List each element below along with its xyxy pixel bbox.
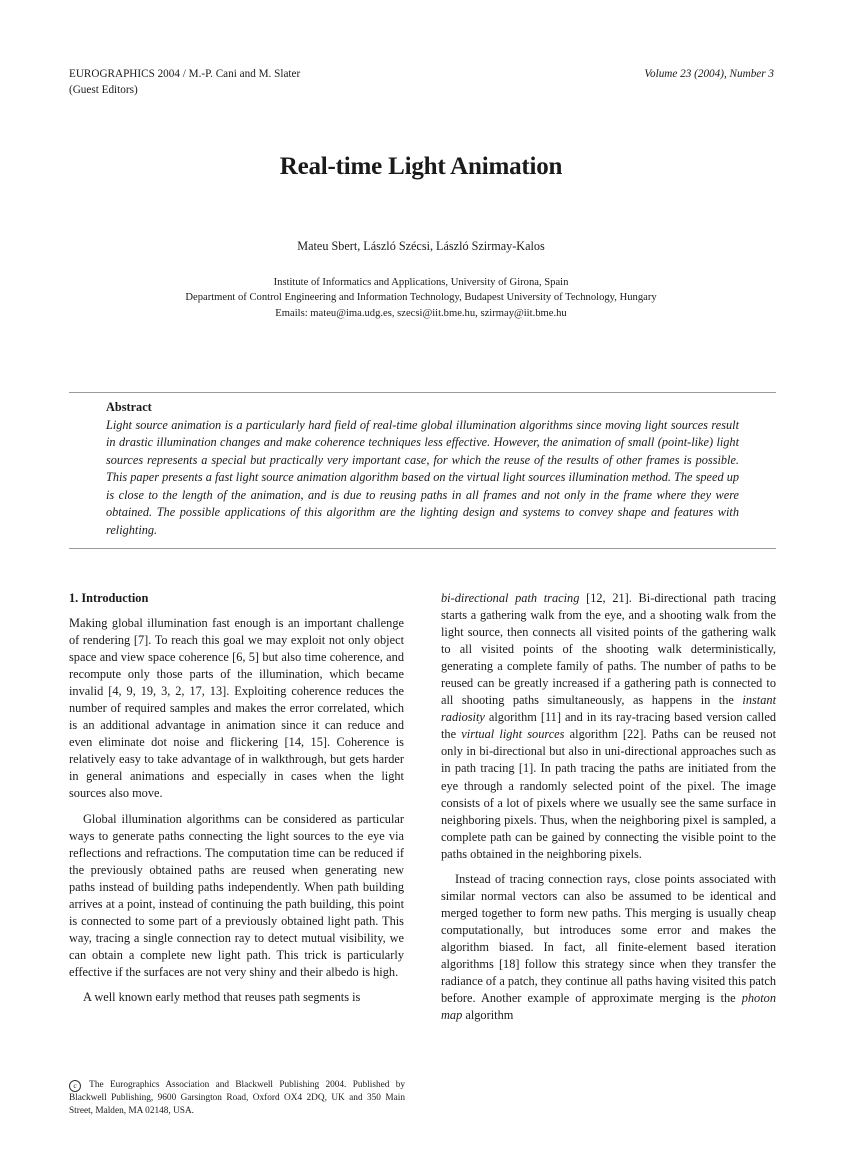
- copyright-footnote: [69, 1079, 405, 1119]
- right-paragraph-1-text-c: algorithm [22]. Paths can be reused not only in bi-directional but also in uni-directional approaches such as in path tracing [1]. In path tracing the paths are initiated from the eye through a randomly selected point of the pixel. The image consists of a lot of pixels where we usually see the same surface in neighboring pixels. Thus, when the neighboring pixel is sampled, a complete path can be gained by connecting the visible point to the paths obtained in the neighboring pixels.: [441, 727, 777, 861]
- intro-paragraph-3: A well known early method that reuses path segments is: [83, 989, 361, 1004]
- term-photon-map: photon map: [441, 991, 776, 1023]
- venue-line: EUROGRAPHICS 2004 / M.-P. Cani and M. Slater: [69, 68, 301, 80]
- copyright-icon: c: [69, 1080, 81, 1092]
- volume-info: Volume 23 (2004), Number 3: [644, 68, 774, 80]
- right-paragraph-2-text-b: algorithm: [462, 1008, 514, 1023]
- term-bidirectional-path-tracing: bi-directional path tracing: [441, 591, 580, 605]
- term-instant-radiosity: instant radiosity: [441, 693, 776, 725]
- abstract-top-rule: [69, 392, 776, 393]
- section-heading-introduction: 1. Introduction: [69, 591, 149, 605]
- author-list: Mateu Sbert, László Szécsi, László Szirmay-Kalos: [297, 239, 545, 253]
- paper-title: Real-time Light Animation: [279, 153, 563, 180]
- guest-editors-line: (Guest Editors): [69, 84, 138, 96]
- right-column: [441, 590, 776, 1032]
- abstract-text: Light source animation is a particularly hard field of real-time global illumination algorithms since moving light sources result in drastic illumination changes and make coherence techniques less effective. However, the animation of small (point-like) light sources represents a special but practically very important case, for which the reuse of the results of other frames is possible. This paper presents a fast light source animation algorithm based on the virtual light sources illumination method. The speed up is close to the length of the animation, and is due to reusing paths in all frames and not only in the frame where they were obtained. The possible applications of this algorithm are the lighting design and systems to convey shape and features with relighting.: [106, 417, 739, 537]
- term-virtual-light-sources: virtual light sources: [461, 727, 565, 742]
- author-emails: Emails: mateu@ima.udg.es, szecsi@iit.bme.hu, szirmay@iit.bme.hu: [275, 307, 567, 319]
- affiliation-budapest: Department of Control Engineering and Information Technology, Budapest University of Technology, Hungary: [185, 292, 657, 304]
- abstract-heading: Abstract: [106, 400, 152, 414]
- intro-paragraph-1: Making global illumination fast enough is an important challenge of rendering [7]. To reach this goal we may exploit not only object space and view space coherence [6, 5] but also time coherence, and recompute only those parts of the illumination, which became invalid [4, 9, 19, 3, 2, 17, 13]. Exploiting coherence reduces the number of required samples and makes the error correlated, which is an additional advantage in animation since it can reduce and even eliminate dot noise and flickering [14, 15]. Coherence is relatively easy to take advantage of in walkthrough, but gets harder in general animations and especially in cases when the light sources also move.: [69, 616, 404, 801]
- affiliation-girona: Institute of Informatics and Applications, University of Girona, Spain: [273, 277, 569, 288]
- right-paragraph-1: [441, 590, 776, 863]
- right-paragraph-2: [441, 871, 776, 1024]
- copyright-text: The Eurographics Association and Blackwell Publishing 2004. Published by Blackwell Publishing, 9600 Garsington Road, Oxford OX4 2DQ, UK and 350 Main Street, Malden, MA 02148, USA.: [69, 1080, 405, 1117]
- affiliations: [0, 275, 842, 321]
- intro-paragraph-2: Global illumination algorithms can be considered as particular ways to generate paths connecting the light sources to the eye via reflections and refractions. The computation time can be reduced if the previously obtained paths are reused when generating new paths instead of building paths independently. When path building arrives at a point, instead of continuing the path building, this point is connected to some part of a previously obtained light path. This way, tracing a single connection ray to detect mutual visibility, we can obtain a complete new light path. This trick is particularly effective if the surfaces are not very shiny and their albedo is high.: [69, 811, 404, 979]
- running-header-left: [69, 66, 300, 98]
- right-paragraph-1-text-b: algorithm [11] and in its ray-tracing based version called the: [441, 710, 776, 742]
- abstract-bottom-rule: [69, 548, 776, 549]
- right-paragraph-1-text-a: [12, 21]. Bi-directional path tracing starts a gathering walk from the eye, and a shooting walk from the light source, then connects all visited points of the gathering walk to all visited points of the shooting walk deterministically, generating a complete family of paths. The number of paths to be reused can be greatly increased if a gathering path is connected to all shooting paths simultaneously, as happens in the: [441, 591, 776, 708]
- right-paragraph-2-text-a: Instead of tracing connection rays, close points associated with similar normal vectors can also be assumed to be identical and merged together to form new paths. This merging is usually cheap computationally, but introduces some error and makes the algorithm biased. In fact, all finite-element based iteration algorithms [18] follow this strategy since when they transfer the radiance of a patch, they continue all paths having visited this patch before. Another example of approximate merging is the: [441, 871, 776, 1006]
- left-column: [69, 590, 404, 1014]
- abstract-block: [106, 399, 739, 539]
